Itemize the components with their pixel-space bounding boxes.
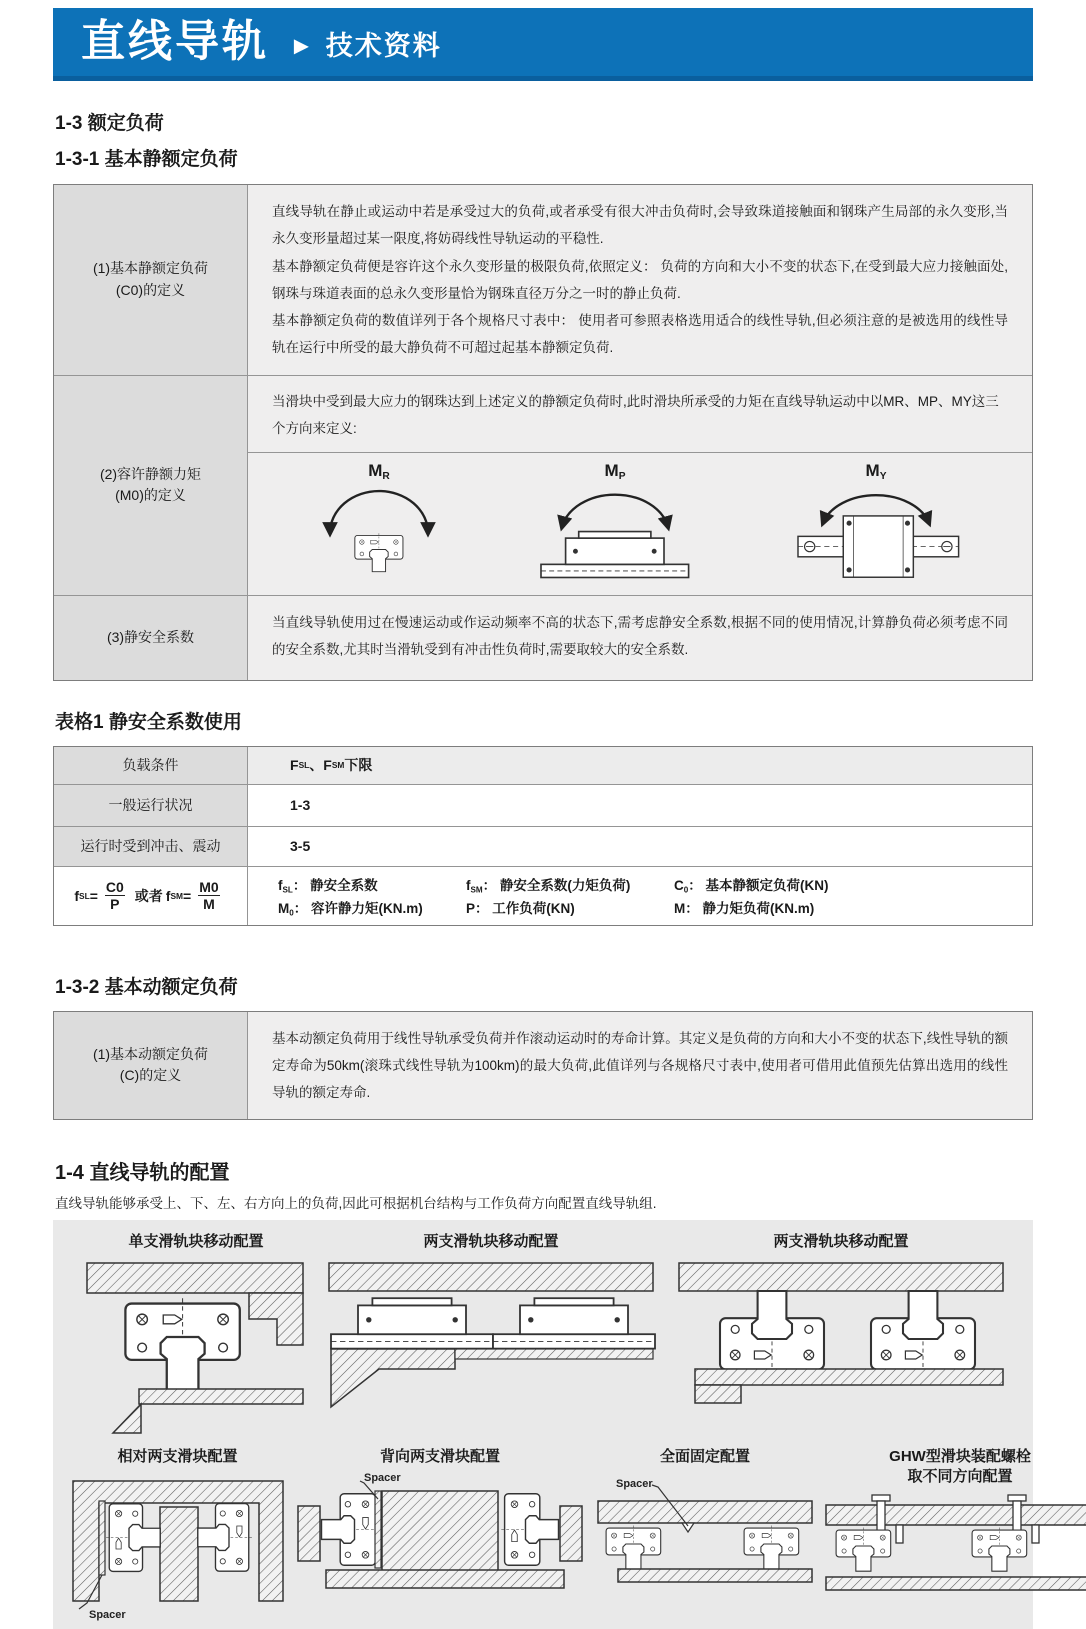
table-row: 一般运行状况 1-3 (54, 784, 1032, 826)
configuration-description: 直线导轨能够承受上、下、左、右方向上的负荷,因此可根据机台结构与工作负荷方向配置直线导轨组. (55, 1196, 657, 1212)
row-label: (3)静安全系数 (54, 596, 248, 680)
figure-ghw-bolts: GHW型滑块装配螺栓 取不同方向配置 (820, 1447, 1086, 1610)
moment-pitch-diagram (530, 483, 700, 583)
safety-factor-table (53, 746, 1033, 926)
row-label: (1)基本动额定负荷 (C)的定义 (54, 1012, 248, 1120)
symbol-definitions (248, 867, 1032, 925)
page-subtitle: 技术资料 (325, 30, 442, 61)
section-heading-1-4: 1-4 直线导轨的配置 (55, 1162, 230, 1185)
two-blocks-inverted-diagram (671, 1257, 1011, 1417)
header-cell: 负载条件 (54, 747, 248, 784)
section-heading-1-3-1: 1-3-1 基本静额定负荷 (55, 149, 238, 170)
single-block-diagram (81, 1257, 311, 1437)
safety-factor-formula: f SL = $\frac{C0}{P}$ 或者 f SM = $\frac{M0}{M}$ (54, 867, 248, 925)
spacer-label: Spacer (89, 1608, 126, 1621)
figure-two-blocks-side: 两支滑轨块移动配置 (321, 1232, 661, 1416)
page-title: 直线导轨 (81, 17, 269, 66)
figure-fully-fixed: 全面固定配置 Spacer (590, 1447, 820, 1601)
arrow-right-icon: ► (289, 31, 314, 60)
row-label: (1)基本静额定负荷 (C0)的定义 (54, 185, 248, 375)
static-load-table (53, 184, 1033, 681)
definition-item: fSM： 静安全系数(力矩负荷) (466, 877, 631, 895)
table-row (54, 185, 1032, 375)
figure-two-blocks-inverted: 两支滑轨块移动配置 (671, 1232, 1011, 1416)
fully-fixed-diagram (590, 1471, 820, 1601)
spacer-label: Spacer (616, 1477, 653, 1490)
formula-row (54, 866, 1032, 925)
face-to-face-diagram (65, 1471, 290, 1621)
figure-back-to-back: 背向两支滑块配置 Spacer (290, 1447, 590, 1616)
moment-yaw-diagram (786, 483, 966, 583)
table-row: 运行时受到冲击、震动 3-5 (54, 826, 1032, 866)
moment-my-figure: MY (786, 461, 966, 583)
table-row (54, 375, 1032, 595)
table-row (54, 1012, 1032, 1120)
moment-diagrams (248, 452, 1032, 595)
row-content: 直线导轨在静止或运动中若是承受过大的负荷,或者承受有很大冲击负荷时,会导致珠道接触面和钢珠产生局部的永久变形,当永久变形量超过某一限度,将妨碍线性导轨运动的平稳性. 基本静额定负荷便是容许这个永久变形量的极限负荷,依照定义： 负荷的方向和大小不变的状态下,在受到最大应力接触面处,钢珠与珠道表面的总永久变形量恰为钢珠直径万分之一时的静止负荷. 基本静额定负荷的数值详列于各个规格尺寸表中： 使用者可参照表格选用适合的线性导轨,但必须注意的是被选用的线性导轨在运行中所受的最大静负荷不可超过起基本静额定负荷. (248, 185, 1032, 375)
configuration-panel (53, 1220, 1033, 1629)
definition-item: fSL： 静安全系数 (278, 877, 378, 895)
back-to-back-diagram (290, 1471, 590, 1616)
moment-mp-figure: MP (530, 461, 700, 583)
section-heading-1-3: 1-3 额定负荷 (55, 113, 164, 134)
page-banner (53, 8, 1033, 81)
spacer-label: Spacer (364, 1471, 401, 1484)
dynamic-load-table (53, 1011, 1033, 1121)
figure-row-bottom (61, 1447, 1031, 1621)
definition-item: M： 静力矩负荷(KN.m) (674, 901, 815, 917)
ghw-bolts-diagram (820, 1491, 1086, 1609)
section-heading-1-3-2: 1-3-2 基本动额定负荷 (55, 976, 238, 998)
header-cell: F SL 、 F SM 下限 (248, 747, 1032, 784)
definition-item: C0： 基本静额定负荷(KN) (674, 877, 829, 895)
moment-mr-figure: MR (314, 461, 444, 583)
table-header-row (54, 747, 1032, 784)
two-blocks-side-diagram (321, 1257, 661, 1417)
row-label: (2)容许静额力矩 (M0)的定义 (54, 376, 248, 595)
figure-face-to-face: 相对两支滑块配置 Spacer (65, 1447, 290, 1621)
figure-single-block: 单支滑轨块移动配置 (81, 1232, 311, 1436)
moment-roll-diagram (314, 483, 444, 583)
row-content: 基本动额定负荷用于线性导轨承受负荷并作滚动运动时的寿命计算。其定义是负荷的方向和大小不变的状态下,线性导轨的额定寿命为50km(滚珠式线性导轨为100km)的最大负荷,此值详列与各规格尺寸表中,使用者可借用此值预先估算出选用的线性导轨的额定寿命. (248, 1012, 1032, 1120)
definition-item: M0： 容许静力矩(KN.m) (278, 901, 423, 918)
row-content: 当直线导轨使用过在慢速运动或作运动频率不高的状态下,需考虑静安全系数,根据不同的使用情况,计算静负荷必须考虑不同的安全系数,尤其时当滑轨受到有冲击性负荷时,需要取较大的安全系数. (248, 596, 1032, 680)
row-content: 当滑块中受到最大应力的钢珠达到上述定义的静额定负荷时,此时滑块所承受的力矩在直线导轨运动中以MR、MP、MY这三个方向来定义: MR MP MY (248, 376, 1032, 595)
table-row (54, 595, 1032, 680)
definition-item: P： 工作负荷(KN) (466, 901, 575, 917)
catalog-page (43, 0, 1043, 1621)
figure-row-top (61, 1232, 1025, 1436)
table1-heading: 表格1 静安全系数使用 (55, 711, 242, 733)
